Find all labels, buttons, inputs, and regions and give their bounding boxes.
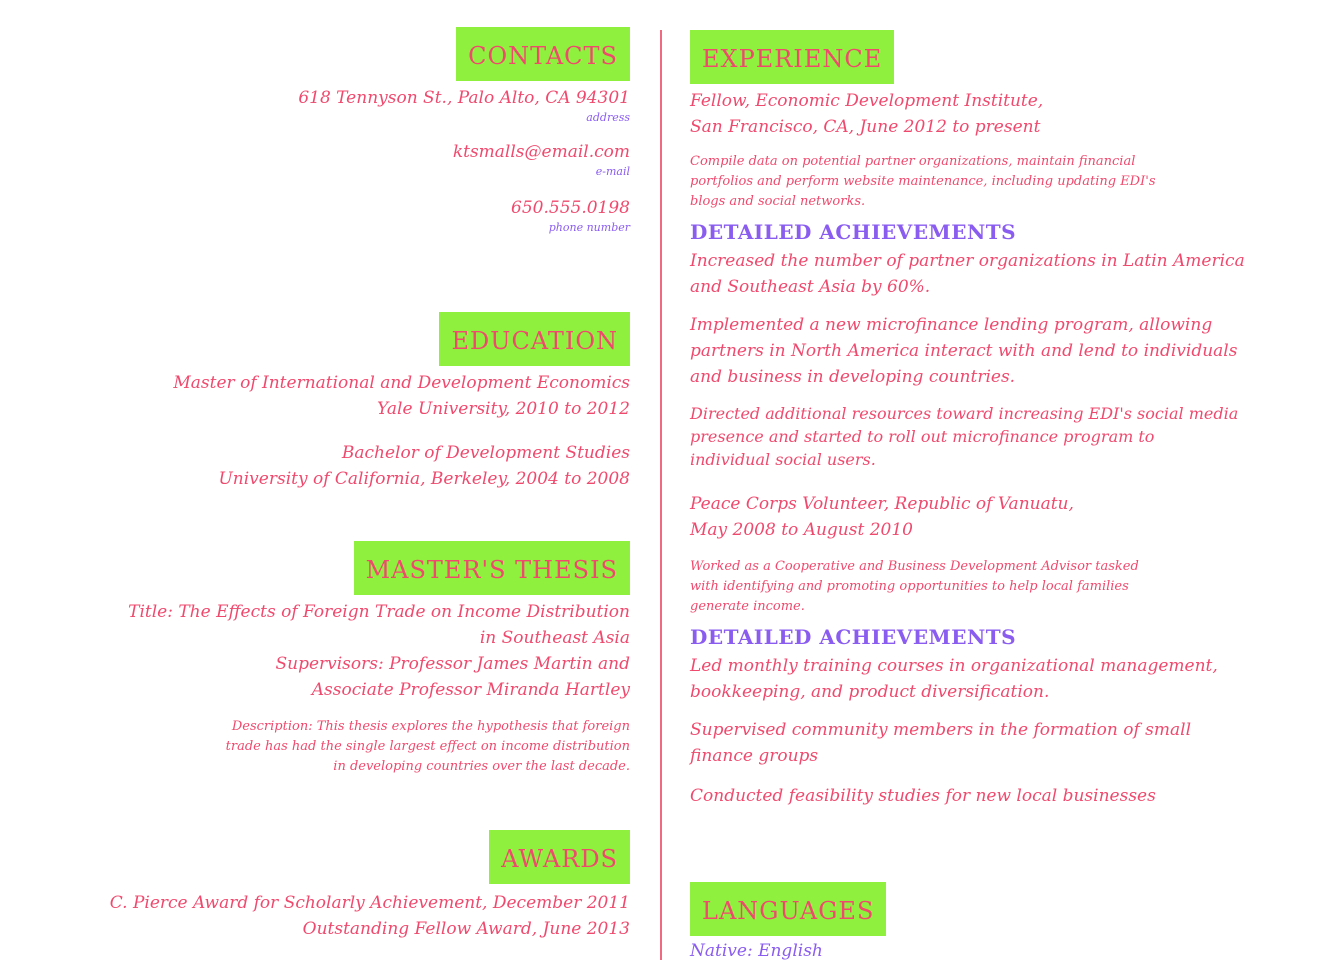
contacts-section: [60, 27, 630, 235]
achievement-2-line-1: Implemented a new microfinance lending program, allowing: [690, 315, 1213, 335]
address-label: address: [586, 111, 630, 124]
awards-header: AWARDS: [489, 830, 630, 884]
languages-native: Native: English: [690, 941, 823, 961]
languages-header: LANGUAGES: [690, 882, 886, 936]
achievement-b1-line-2: bookkeeping, and product diversification.: [690, 682, 1050, 702]
job1-desc-3: blogs and social networks.: [690, 194, 866, 209]
job1-desc-1: Compile data on potential partner organizations, maintain financial: [690, 154, 1136, 169]
education-section: [60, 312, 630, 492]
experience-section: [690, 30, 1260, 809]
thesis-supervisors-1: Supervisors: Professor James Martin and: [275, 654, 630, 674]
thesis-section: [60, 541, 630, 777]
job2-dates: May 2008 to August 2010: [690, 520, 913, 540]
education-school-1: Yale University, 2010 to 2012: [377, 399, 630, 419]
achievement-2-line-3: and business in developing countries.: [690, 367, 1016, 387]
education-school-2: University of California, Berkeley, 2004 to 2008: [218, 469, 630, 489]
phone-label: phone number: [548, 221, 630, 234]
achievement-b2-line-1: Supervised community members in the formation of small: [690, 720, 1192, 740]
job2-title: Peace Corps Volunteer, Republic of Vanuatu,: [690, 494, 1074, 514]
email-text: ktsmalls@email.com: [452, 142, 630, 162]
contacts-header: CONTACTS: [456, 27, 630, 81]
thesis-title-2: in Southeast Asia: [479, 628, 630, 648]
experience-header: EXPERIENCE: [690, 30, 894, 84]
job2-desc-3: generate income.: [690, 599, 805, 614]
achievements-header-2: DETAILED ACHIEVEMENTS: [690, 625, 1017, 649]
thesis-description-3: in developing countries over the last decade.: [333, 759, 630, 774]
achievement-3-line-2: presence and started to roll out microfinance program to: [690, 427, 1155, 446]
achievement-1-line-2: and Southeast Asia by 60%.: [690, 277, 931, 297]
education-degree-2: Bachelor of Development Studies: [341, 443, 630, 463]
achievement-1-line-1: Increased the number of partner organizations in Latin America: [690, 251, 1245, 271]
achievement-3-line-3: individual social users.: [690, 450, 876, 469]
thesis-title-1: Title: The Effects of Foreign Trade on Income Distribution: [128, 602, 630, 622]
awards-section: [60, 830, 630, 942]
job1-location-dates: San Francisco, CA, June 2012 to present: [690, 117, 1041, 137]
education-header: EDUCATION: [439, 312, 630, 366]
job1-desc-2: portfolios and perform website maintenance, including updating EDI's: [690, 174, 1156, 189]
phone-text: 650.555.0198: [511, 198, 630, 218]
thesis-description-2: trade has had the single largest effect on income distribution: [225, 739, 630, 754]
achievement-b3-line-1: Conducted feasibility studies for new local businesses: [690, 786, 1156, 806]
achievement-3-line-1: Directed additional resources toward increasing EDI's social media: [690, 404, 1239, 423]
job2-desc-1: Worked as a Cooperative and Business Development Advisor tasked: [690, 559, 1139, 574]
languages-section: [690, 882, 1260, 964]
award-1: C. Pierce Award for Scholarly Achievement, December 2011: [109, 893, 630, 913]
education-degree-1: Master of International and Development Economics: [173, 373, 630, 393]
thesis-supervisors-2: Associate Professor Miranda Hartley: [311, 680, 630, 700]
award-2: Outstanding Fellow Award, June 2013: [302, 919, 630, 939]
email-label: e-mail: [595, 165, 630, 178]
job2-desc-2: with identifying and promoting opportunities to help local families: [690, 579, 1129, 594]
achievement-b1-line-1: Led monthly training courses in organizational management,: [690, 656, 1218, 676]
column-divider: [660, 30, 662, 960]
thesis-description-1: Description: This thesis explores the hypothesis that foreign: [231, 719, 630, 734]
job1-title: Fellow, Economic Development Institute,: [690, 91, 1044, 111]
achievements-header-1: DETAILED ACHIEVEMENTS: [690, 220, 1017, 244]
achievement-2-line-2: partners in North America interact with and lend to individuals: [690, 341, 1238, 361]
achievement-b2-line-2: finance groups: [690, 746, 819, 766]
address-text: 618 Tennyson St., Palo Alto, CA 94301: [298, 88, 630, 108]
thesis-header: MASTER'S THESIS: [354, 541, 630, 595]
